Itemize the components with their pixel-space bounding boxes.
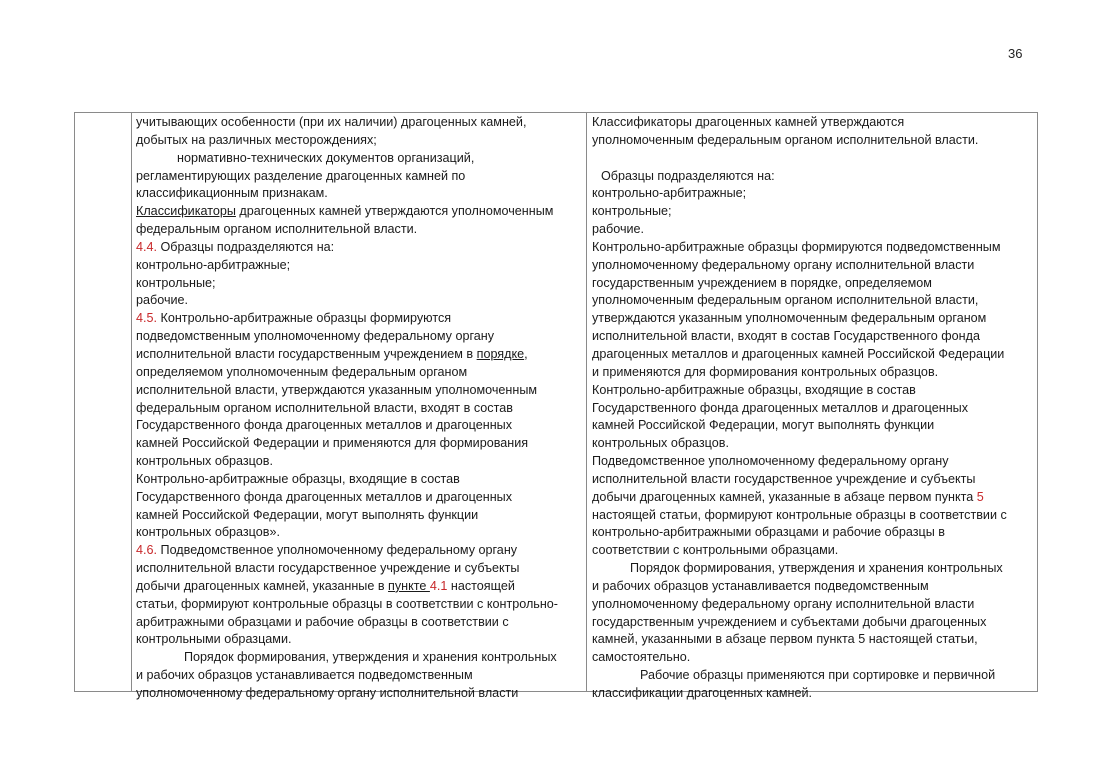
text-line: настоящей статьи, формируют контрольные образцы в соответствии с [592, 507, 1007, 522]
comparison-table [74, 112, 1038, 700]
text-line: контрольных образцов». [136, 525, 280, 540]
text-line: контрольными образцами. [136, 632, 292, 647]
text-line: Классификаторы драгоценных камней утверждаются уполномоченным [136, 204, 554, 219]
text-line: камней, указанными в абзаце первом пункта 5 настоящей статьи, [592, 632, 978, 647]
text-line: и рабочих образцов устанавливается подведомственным [136, 668, 473, 683]
clause-line: 4.4. Образцы подразделяются на: [136, 239, 335, 254]
text-line: контрольные; [136, 275, 216, 290]
text-line: государственным учреждением в порядке, определяемом [592, 275, 932, 290]
text-line: Порядок формирования, утверждения и хранения контрольных [184, 650, 557, 665]
text-line: классификационным признакам. [136, 186, 328, 201]
text-line: контрольные; [592, 204, 672, 219]
text-line: Рабочие образцы применяются при сортировке и первичной [640, 668, 996, 683]
clause-number: 4.6. [136, 543, 158, 558]
column-divider [586, 113, 587, 691]
text-line: исполнительной власти, входят в состав Государственного фонда [592, 329, 980, 344]
text-line: исполнительной власти государственное учреждение и субъекты [592, 471, 976, 486]
text-line: определяемом уполномоченным федеральным органом [136, 364, 468, 379]
text-line: федеральным органом исполнительной власти. [136, 222, 418, 237]
text-line: подведомственным уполномоченному федеральному органу [136, 329, 495, 344]
text-line: добычи драгоценных камней, указанные в абзаце первом пункта 5 [592, 489, 984, 504]
text-line: федеральным органом исполнительной власти, входят в состав [136, 400, 513, 415]
text-line: Государственного фонда драгоценных металлов и драгоценных [136, 418, 512, 433]
text-line: Контрольно-арбитражные образцы, входящие в состав [592, 382, 916, 397]
blank-line [592, 150, 1035, 168]
text-line: добычи драгоценных камней, указанные в пункте 4.1 настоящей [136, 578, 515, 593]
text-line: Подведомственное уполномоченному федеральному органу [592, 454, 949, 469]
text-line: уполномоченному федеральному органу исполнительной власти [136, 686, 519, 700]
text-line: рабочие. [592, 222, 645, 237]
text-line: контрольных образцов. [592, 436, 729, 451]
page-number: 36 [1008, 46, 1023, 61]
text-line: статьи, формируют контрольные образцы в соответствии с контрольно- [136, 596, 559, 611]
text-line: драгоценных металлов и драгоценных камней Российской Федерации [592, 346, 1005, 361]
column-divider [131, 113, 132, 691]
text-line: учитывающих особенности (при их наличии) драгоценных камней, [136, 115, 527, 129]
clause-number: 4.5. [136, 311, 158, 326]
text-line: контрольных образцов. [136, 454, 273, 469]
text-line: исполнительной власти государственное учреждение и субъекты [136, 561, 520, 576]
text-line: и рабочих образцов устанавливается подведомственным [592, 578, 929, 593]
order-link[interactable]: порядке [476, 346, 525, 361]
text-line: Государственного фонда драгоценных металлов и драгоценных [592, 400, 968, 415]
text-line: уполномоченным федеральным органом исполнительной власти, [592, 293, 979, 308]
text-line: камней Российской Федерации и применяются для формирования [136, 436, 529, 451]
text-line: уполномоченным федеральным органом исполнительной власти. [592, 132, 979, 147]
clause-line: 4.5. Контрольно-арбитражные образцы формируются [136, 311, 452, 326]
text-line: государственным учреждением и субъектами добычи драгоценных [592, 614, 987, 629]
clause-reference-number: 5 [976, 489, 984, 504]
text-line: самостоятельно. [592, 650, 691, 665]
text-line: арбитражными образцами и рабочие образцы в соответствии с [136, 614, 509, 629]
text-line: классификации драгоценных камней. [592, 686, 813, 700]
text-line: Контрольно-арбитражные образцы, входящие в состав [136, 471, 460, 486]
clause-reference-link[interactable]: пункте [388, 578, 430, 593]
text-line: контрольно-арбитражные; [592, 186, 747, 201]
clause-reference-number: 4.1 [429, 578, 448, 593]
text-line: камней Российской Федерации, могут выполнять функции [136, 507, 479, 522]
text-line: камней Российской Федерации, могут выполнять функции [592, 418, 935, 433]
text-line: контрольно-арбитражными образцами и рабочие образцы в [592, 525, 945, 540]
current-text-column [136, 114, 581, 703]
text-line: добытых на различных месторождениях; [136, 132, 377, 147]
clause-number: 4.4. [136, 239, 158, 254]
text-line: нормативно-технических документов организаций, [177, 150, 475, 165]
text-line: Контрольно-арбитражные образцы формируются подведомственным [592, 239, 1001, 254]
text-line: исполнительной власти государственным учреждением в порядке, [136, 346, 528, 361]
text-line: контрольно-арбитражные; [136, 257, 291, 272]
text-line: Государственного фонда драгоценных металлов и драгоценных [136, 489, 512, 504]
text-line: регламентирующих разделение драгоценных камней по [136, 168, 466, 183]
text-line: и применяются для формирования контрольных образцов. [592, 364, 939, 379]
proposed-text-column [592, 114, 1035, 703]
text-line: исполнительной власти, утверждаются указанным уполномоченным [136, 382, 538, 397]
clause-line: 4.6. Подведомственное уполномоченному федеральному органу [136, 543, 518, 558]
text-line: Образцы подразделяются на: [601, 168, 775, 183]
text-line: рабочие. [136, 293, 189, 308]
text-line: Порядок формирования, утверждения и хранения контрольных [630, 561, 1003, 576]
text-line: уполномоченному федеральному органу исполнительной власти [592, 257, 975, 272]
text-line: Классификаторы драгоценных камней утверждаются [592, 115, 905, 129]
text-line: соответствии с контрольными образцами. [592, 543, 839, 558]
text-line: уполномоченному федеральному органу исполнительной власти [592, 596, 975, 611]
text-line: утверждаются указанным уполномоченным федеральным органом [592, 311, 987, 326]
classifiers-link[interactable]: Классификаторы [136, 204, 236, 219]
